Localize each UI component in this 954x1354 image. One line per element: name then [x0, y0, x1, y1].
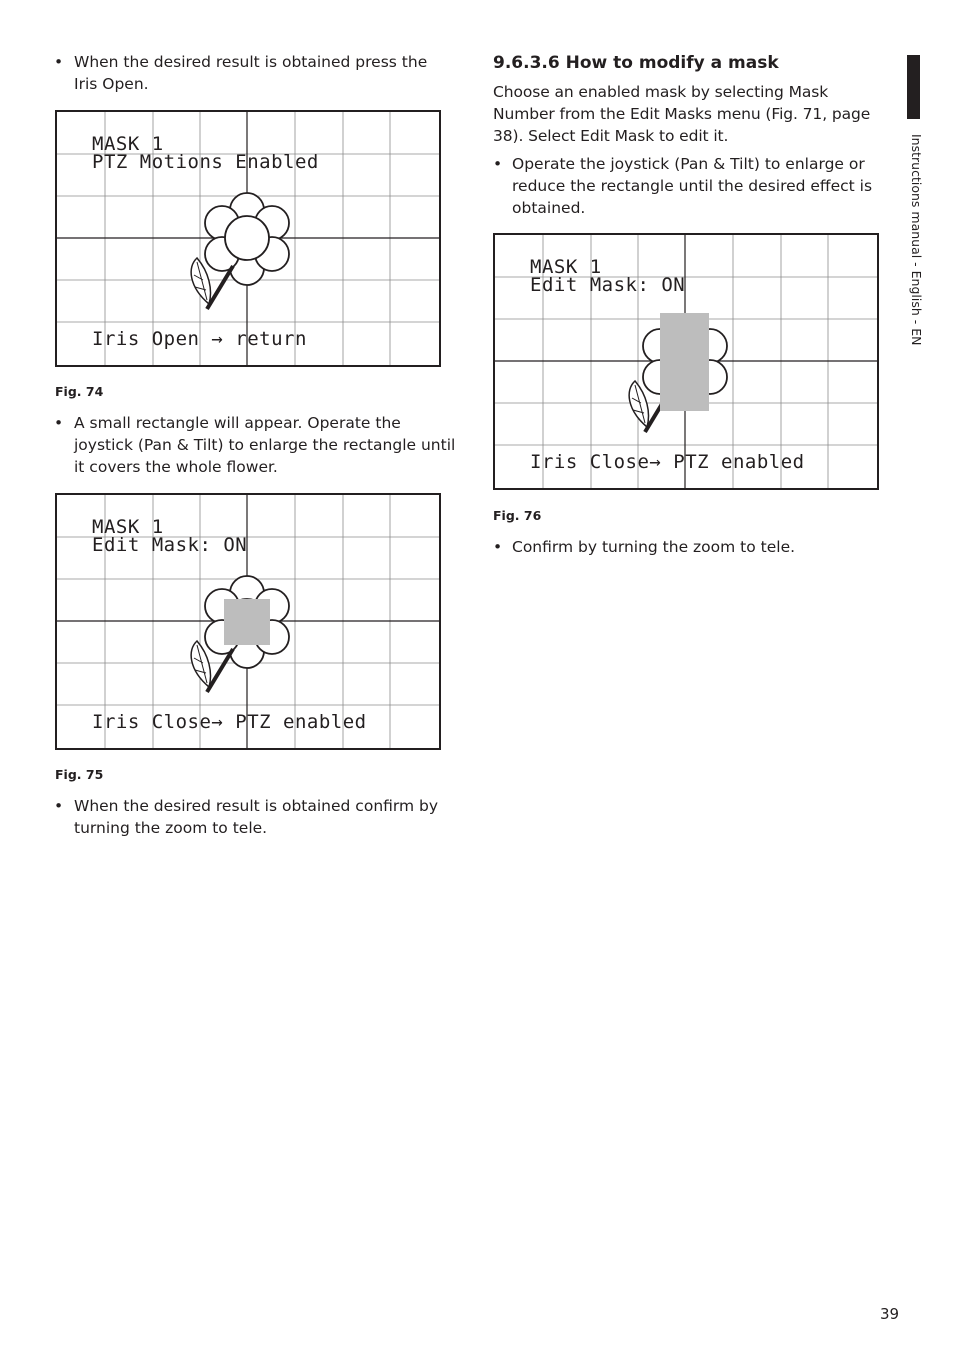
osd-line1: MASK 1: [530, 256, 602, 278]
instruction-text: A small rectangle will appear. Operate the joystick (Pan & Tilt) to enlarge the rectangle until it covers the whole flower.: [74, 414, 456, 476]
bullet-marker: •: [493, 538, 503, 556]
osd-line1: MASK 1: [92, 516, 164, 538]
osd-screen-fig75: [55, 493, 441, 750]
osd-bottom-line: Iris Open → return: [92, 328, 307, 350]
instruction-text: When the desired result is obtained confirm by turning the zoom to tele.: [74, 797, 439, 837]
figure-caption: Fig. 75: [55, 767, 104, 782]
page-number: 39: [880, 1305, 900, 1323]
intro-paragraph: Choose an enabled mask by selecting Mask Number from the Edit Masks menu (Fig. 71, page 38). Select Edit Mask to edit it.: [493, 83, 871, 145]
bullet-marker: •: [54, 53, 64, 71]
instruction-text: When the desired result is obtained press the Iris Open.: [74, 53, 428, 93]
side-tab-label: Instructions manual - English - EN: [909, 134, 924, 346]
instruction-text: Confirm by turning the zoom to tele.: [512, 538, 796, 556]
figure-caption: Fig. 74: [55, 384, 104, 399]
section-heading: 9.6.3.6 How to modify a mask: [493, 53, 779, 73]
bullet-marker: •: [54, 797, 64, 815]
osd-line2: Edit Mask: ON: [92, 534, 248, 556]
osd-bottom-line: Iris Close→ PTZ enabled: [530, 451, 805, 473]
bullet-marker: •: [493, 155, 503, 173]
osd-line2: PTZ Motions Enabled: [92, 151, 319, 173]
bullet-marker: •: [54, 414, 64, 432]
side-tab-marker: [907, 55, 920, 119]
osd-screen-fig74: [55, 110, 441, 367]
osd-bottom-line: Iris Close→ PTZ enabled: [92, 711, 367, 733]
osd-screen-fig76: [493, 233, 879, 490]
osd-line1: MASK 1: [92, 133, 164, 155]
figure-caption: Fig. 76: [493, 508, 542, 523]
instruction-text: Operate the joystick (Pan & Tilt) to enlarge or reduce the rectangle until the desired effect is obtained.: [512, 155, 873, 217]
osd-line2: Edit Mask: ON: [530, 274, 686, 296]
